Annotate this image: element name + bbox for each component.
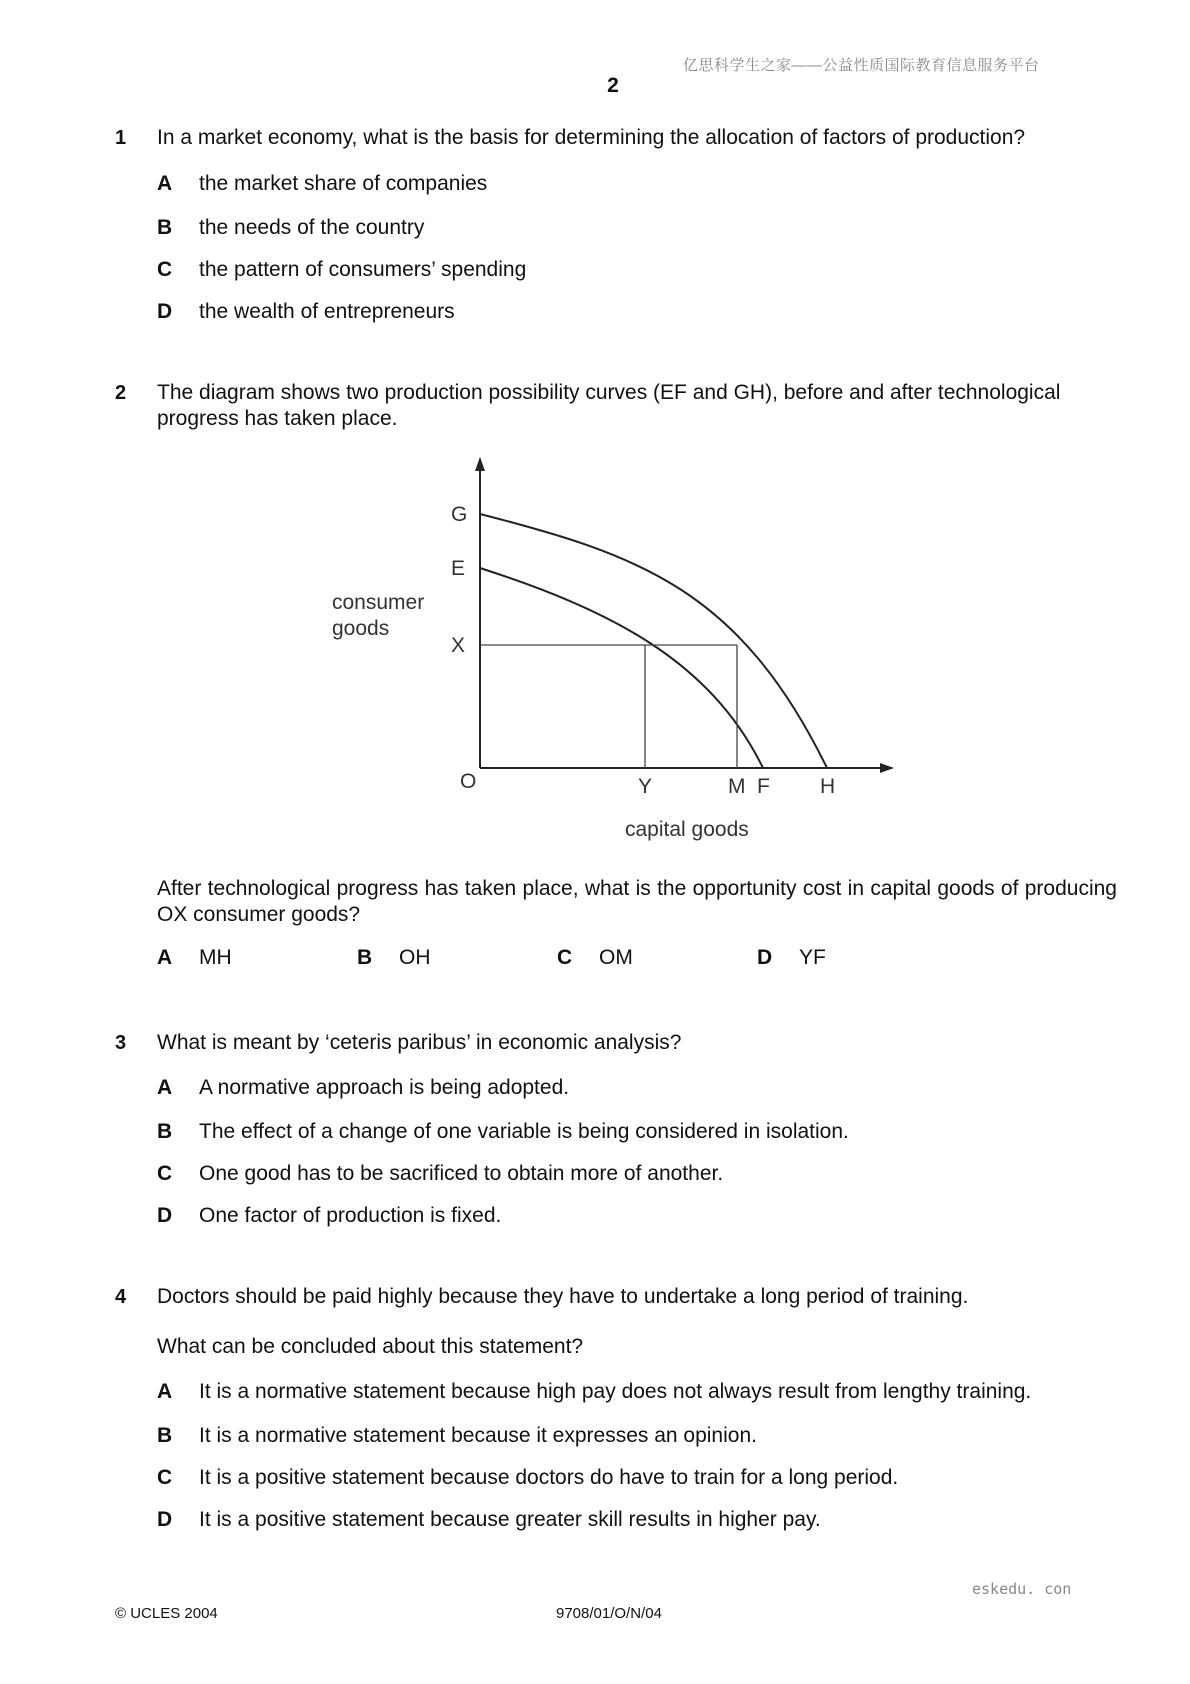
point-label-o: O — [460, 770, 477, 793]
question-4-text: Doctors should be paid highly because they have to undertake a long period of training. — [157, 1285, 969, 1308]
page-number: 2 — [607, 74, 619, 97]
point-label-g: G — [451, 503, 468, 526]
question-3-number: 3 — [115, 1032, 127, 1054]
q4-option-b-letter[interactable]: B — [157, 1424, 173, 1447]
point-label-y: Y — [638, 775, 653, 798]
q1-option-a-letter[interactable]: A — [157, 172, 173, 195]
q3-option-b-letter[interactable]: B — [157, 1120, 173, 1143]
q1-option-c-text[interactable]: the pattern of consumers’ spending — [199, 258, 527, 281]
point-label-x: X — [451, 634, 466, 657]
q2-option-b-text[interactable]: OH — [399, 946, 431, 969]
q4-option-c-text[interactable]: It is a positive statement because doctors do have to train for a long period. — [199, 1466, 899, 1489]
curve-ef — [480, 568, 763, 768]
q1-option-b-letter[interactable]: B — [157, 216, 173, 239]
q2-option-b-letter[interactable]: B — [357, 946, 373, 969]
q4-option-d-text[interactable]: It is a positive statement because greater skill results in higher pay. — [199, 1508, 821, 1531]
q4-option-c-letter[interactable]: C — [157, 1466, 173, 1489]
q4-option-d-letter[interactable]: D — [157, 1508, 173, 1531]
q3-option-a-text[interactable]: A normative approach is being adopted. — [199, 1076, 570, 1099]
y-axis-label-line1: consumer — [332, 591, 425, 614]
q2-option-d-letter[interactable]: D — [757, 946, 773, 969]
q4-option-b-text[interactable]: It is a normative statement because it expresses an opinion. — [199, 1424, 757, 1447]
q3-option-c-letter[interactable]: C — [157, 1162, 173, 1185]
q1-option-c-letter[interactable]: C — [157, 258, 173, 281]
header-watermark: 亿思科学生之家——公益性质国际教育信息服务平台 — [683, 57, 1040, 74]
footer-watermark: eskedu. con — [972, 1580, 1072, 1598]
question-3-text: What is meant by ‘ceteris paribus’ in economic analysis? — [157, 1031, 682, 1054]
q3-option-b-text[interactable]: The effect of a change of one variable is being considered in isolation. — [199, 1120, 849, 1143]
question-2-followup: After technological progress has taken place, what is the opportunity cost in capital goods of producing OX consumer goods? — [157, 877, 1117, 926]
q2-option-a-text[interactable]: MH — [199, 946, 232, 969]
point-label-m: M — [728, 775, 746, 798]
q2-option-d-text[interactable]: YF — [799, 946, 826, 969]
question-1-number: 1 — [115, 127, 127, 149]
q3-option-c-text[interactable]: One good has to be sacrificed to obtain more of another. — [199, 1162, 724, 1185]
q1-option-b-text[interactable]: the needs of the country — [199, 216, 425, 239]
q3-option-a-letter[interactable]: A — [157, 1076, 173, 1099]
x-axis-label: capital goods — [625, 818, 749, 841]
q1-option-d-letter[interactable]: D — [157, 300, 173, 323]
point-label-e: E — [451, 557, 466, 580]
y-axis-label-line2: goods — [332, 617, 390, 640]
curve-gh — [480, 514, 827, 768]
footer-paper-code: 9708/01/O/N/04 — [556, 1605, 662, 1622]
question-2-text: The diagram shows two production possibility curves (EF and GH), before and after technological progress has taken place. — [157, 381, 1061, 430]
question-1-text: In a market economy, what is the basis for determining the allocation of factors of production? — [157, 126, 1026, 149]
q2-option-c-letter[interactable]: C — [557, 946, 573, 969]
q1-option-a-text[interactable]: the market share of companies — [199, 172, 488, 195]
point-label-h: H — [820, 775, 836, 798]
q3-option-d-letter[interactable]: D — [157, 1204, 173, 1227]
ppc-diagram — [320, 455, 900, 855]
q4-option-a-letter[interactable]: A — [157, 1380, 173, 1403]
q2-option-c-text[interactable]: OM — [599, 946, 633, 969]
q4-option-a-text[interactable]: It is a normative statement because high pay does not always result from lengthy training. — [199, 1380, 1032, 1403]
q2-option-a-letter[interactable]: A — [157, 946, 173, 969]
point-label-f: F — [757, 775, 770, 798]
footer-copyright: © UCLES 2004 — [115, 1605, 218, 1622]
q3-option-d-text[interactable]: One factor of production is fixed. — [199, 1204, 502, 1227]
question-4-number: 4 — [115, 1286, 127, 1308]
q1-option-d-text[interactable]: the wealth of entrepreneurs — [199, 300, 455, 323]
question-2-number: 2 — [115, 382, 127, 404]
question-4-followup: What can be concluded about this statement? — [157, 1335, 584, 1358]
